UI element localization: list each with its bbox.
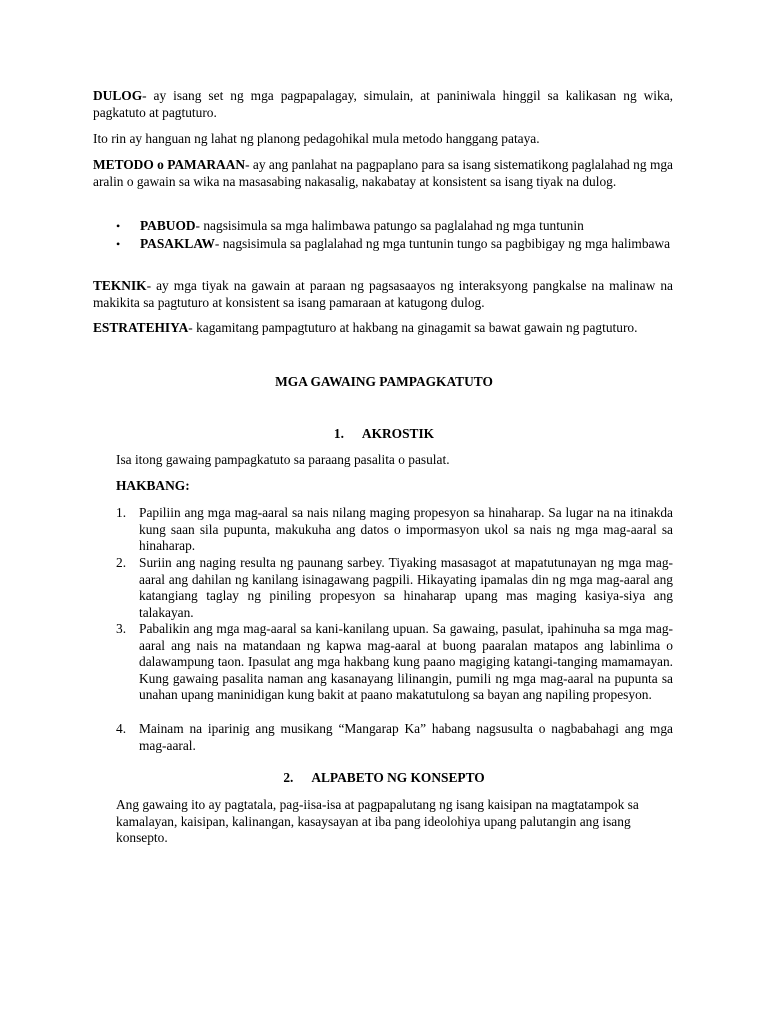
section1-intro: Isa itong gawaing pampagkatuto sa paraang pasalita o pasulat. [116,452,450,467]
bullet-pasaklaw [118,236,673,253]
definition-teknik-text: - ay mga tiyak na gawain at paraan ng pagsasaayos ng interaksyong pangkalse na malinaw na makikita sa pagtuturo at konsistent sa isang pamaraan at katugong dulog. [93,278,673,310]
definition-dulog [93,88,673,121]
term-teknik: TEKNIK [93,278,147,293]
section1-title: AKROSTIK [361,426,435,441]
definition-dulog-text: - ay isang set ng mga pagpapalagay, simulain, at paniniwala hinggil sa kalikasan ng wika, pagkatuto at pagtuturo. [93,88,673,120]
step-number: 4. [116,721,127,736]
step-item-4 [116,721,673,754]
step-number: 2. [116,555,127,570]
definition-teknik [93,278,673,311]
term-pabuod: PABUOD [140,218,196,233]
section1-heading [0,426,768,443]
definition-estratehiya [93,320,673,337]
step-text: Mainam na iparinig ang musikang “Mangarap Ka” habang nagsusulta o nagbabahagi ang mga mag-aaral. [139,721,673,753]
step-item-2 [116,555,673,621]
main-heading: MGA GAWAING PAMPAGKATUTO [275,374,493,389]
step-item-1 [116,505,673,555]
step-number: 3. [116,621,127,636]
step-text: Papiliin ang mga mag-aaral sa nais nilang maging propesyon sa hinaharap. Sa lugar na na itinakda kung saan sila pupunta, makukuha ang datos o impormasyon ukol sa nais ng mga mag-aaral sa hinaharap. [139,505,673,554]
term-dulog: DULOG [93,88,143,103]
section2-heading [0,770,768,787]
dulog-note: Ito rin ay hanguan ng lahat ng planong pedagohikal mula metodo hanggang pataya. [93,131,540,146]
step-text: Pabalikin ang mga mag-aaral sa kani-kanilang upuan. Sa gawaing, pasulat, ipahinuha sa mga mag-aaral ang nais na matandaan ng kapwa mag-aaral at buong paaralan matapos ang labinlima o dalawampung taon. Ipasulat ang mga hakbang kung paano magiging katangi-tanging mamamayan. Kung gawaing pasalita naman ang kasanayang lilinangin, pumili ng mga mag-aaral na pupunta sa unahan upang maninidigan kung bakit at paano makatutulong sa bayan ang napiling propesyon. [139,621,673,703]
term-estratehiya: ESTRATEHIYA [93,320,189,335]
section1-number: 1. [333,426,344,441]
definition-metodo [93,157,673,190]
bullet-icon: • [116,219,121,233]
bullet-pabuod [118,218,673,235]
section2-number: 2. [283,770,294,785]
step-number: 1. [116,505,127,520]
bullet-pasaklaw-text: - nagsisimula sa paglalahad ng mga tuntunin tungo sa pagbibigay ng mga halimbawa [214,236,671,251]
bullet-icon: • [116,237,121,251]
step-text: Suriin ang naging resulta ng paunang sarbey. Tiyaking masasagot at mapatutunayan ng mga mag-aaral ang dahilan ng kanilang isinagawang pagpili. Hikayating ipamalas din ng mga mag-aaral ang katangiang taglay ng piniling propesyon sa hinaharap upang mas maging kasiya-siya ang talakayan. [139,555,673,620]
steps-label: HAKBANG: [116,478,190,493]
definition-estratehiya-text: - kagamitang pampagtuturo at hakbang na ginagamit sa bawat gawain ng pagtuturo. [188,320,638,335]
bullet-pabuod-text: - nagsisimula sa mga halimbawa patungo sa paglalahad ng mga tuntunin [195,218,584,233]
term-pasaklaw: PASAKLAW [140,236,215,251]
definition-metodo-text: - ay ang panlahat na pagpaplano para sa isang sistematikong paglalahad ng mga aralin o gawain sa wika na masasabing nakasalig, nakabatay at konsistent sa isang tiyak na dulog. [93,157,673,189]
term-metodo: METODO o PAMARAAN [93,157,246,172]
section2-text: Ang gawaing ito ay pagtatala, pag-iisa-isa at pagpapalutang ng isang kaisipan na magtatampok sa kamalayan, kaisipan, kalinangan, kasaysayan at iba pang ideolohiya upang palutangin ang isang konsepto. [116,797,639,846]
step-item-3 [116,621,673,704]
section2-title: ALPABETO NG KONSEPTO [311,770,485,785]
